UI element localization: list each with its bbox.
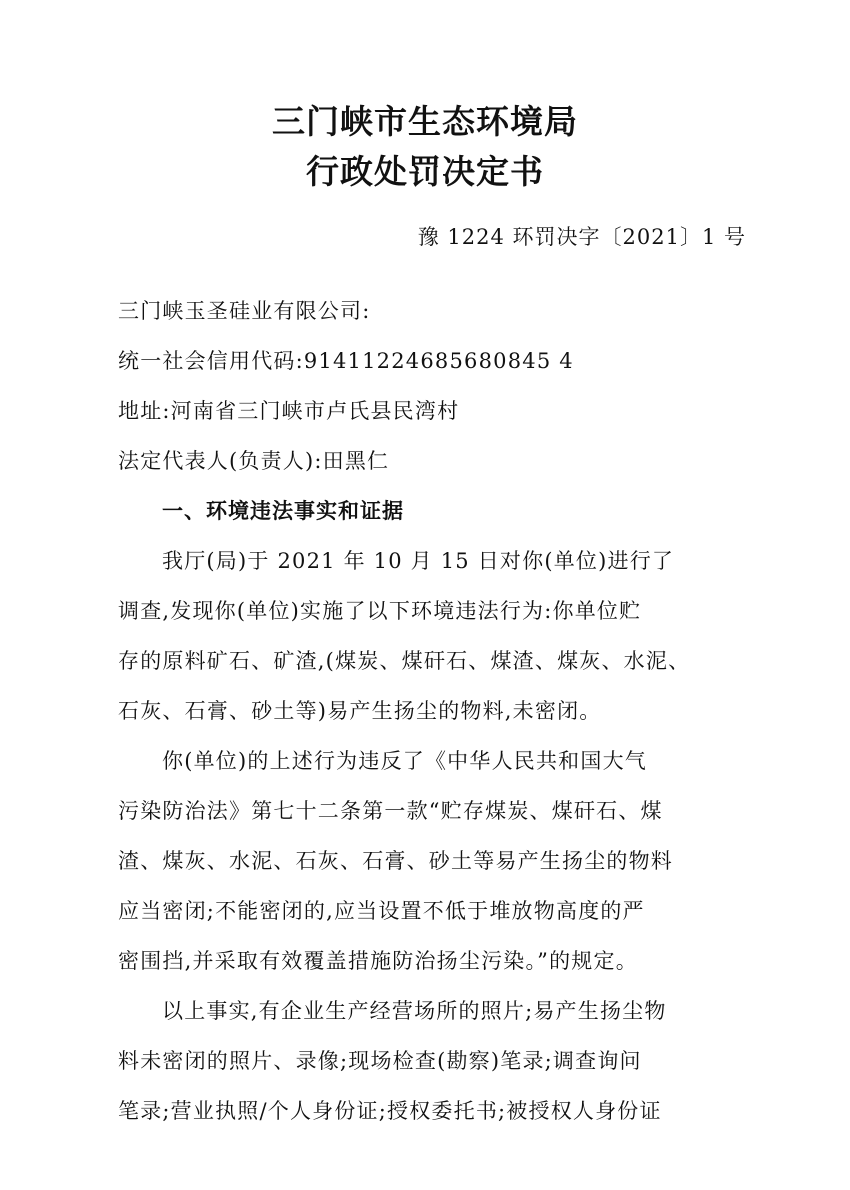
paragraph-line: 应当密闭;不能密闭的,应当设置不低于堆放物高度的严: [118, 899, 645, 923]
paragraph-line: 调查,发现你(单位)实施了以下环境违法行为:你单位贮: [118, 599, 642, 623]
document-title-agency: 三门峡市生态环境局: [272, 102, 578, 141]
document-number: 豫 1224 环罚决字〔2021〕1 号: [417, 225, 746, 249]
paragraph-line: 石灰、石膏、砂土等)易产生扬尘的物料,未密闭。: [118, 699, 602, 723]
party-legal-representative: 法定代表人(负责人):田黑仁: [118, 449, 390, 473]
document-title-type: 行政处罚决定书: [306, 152, 544, 191]
section-heading: 一、环境违法事实和证据: [162, 499, 404, 523]
paragraph-line: 我厅(局)于 2021 年 10 月 15 日对你(单位)进行了: [162, 549, 675, 573]
paragraph-line: 笔录;营业执照/个人身份证;授权委托书;被授权人身份证: [118, 1099, 662, 1123]
party-address: 地址:河南省三门峡市卢氏县民湾村: [118, 399, 460, 423]
paragraph-line: 密围挡,并采取有效覆盖措施防治扬尘污染。”的规定。: [118, 949, 638, 973]
paragraph-line: 料未密闭的照片、录像;现场检查(勘察)笔录;调查询问: [118, 1049, 642, 1073]
paragraph-line: 污染防治法》第七十二条第一款“贮存煤炭、煤矸石、煤: [118, 799, 663, 823]
paragraph-line: 你(单位)的上述行为违反了《中华人民共和国大气: [162, 749, 647, 773]
paragraph-line: 以上事实,有企业生产经营场所的照片;易产生扬尘物: [162, 999, 667, 1023]
party-credit-code: 统一社会信用代码:91411224685680845 4: [118, 349, 574, 373]
party-company: 三门峡玉圣硅业有限公司:: [118, 299, 371, 323]
paragraph-line: 渣、煤灰、水泥、石灰、石膏、砂土等易产生扬尘的物料: [118, 849, 673, 873]
paragraph-line: 存的原料矿石、矿渣,(煤炭、煤矸石、煤渣、煤灰、水泥、: [118, 649, 691, 673]
